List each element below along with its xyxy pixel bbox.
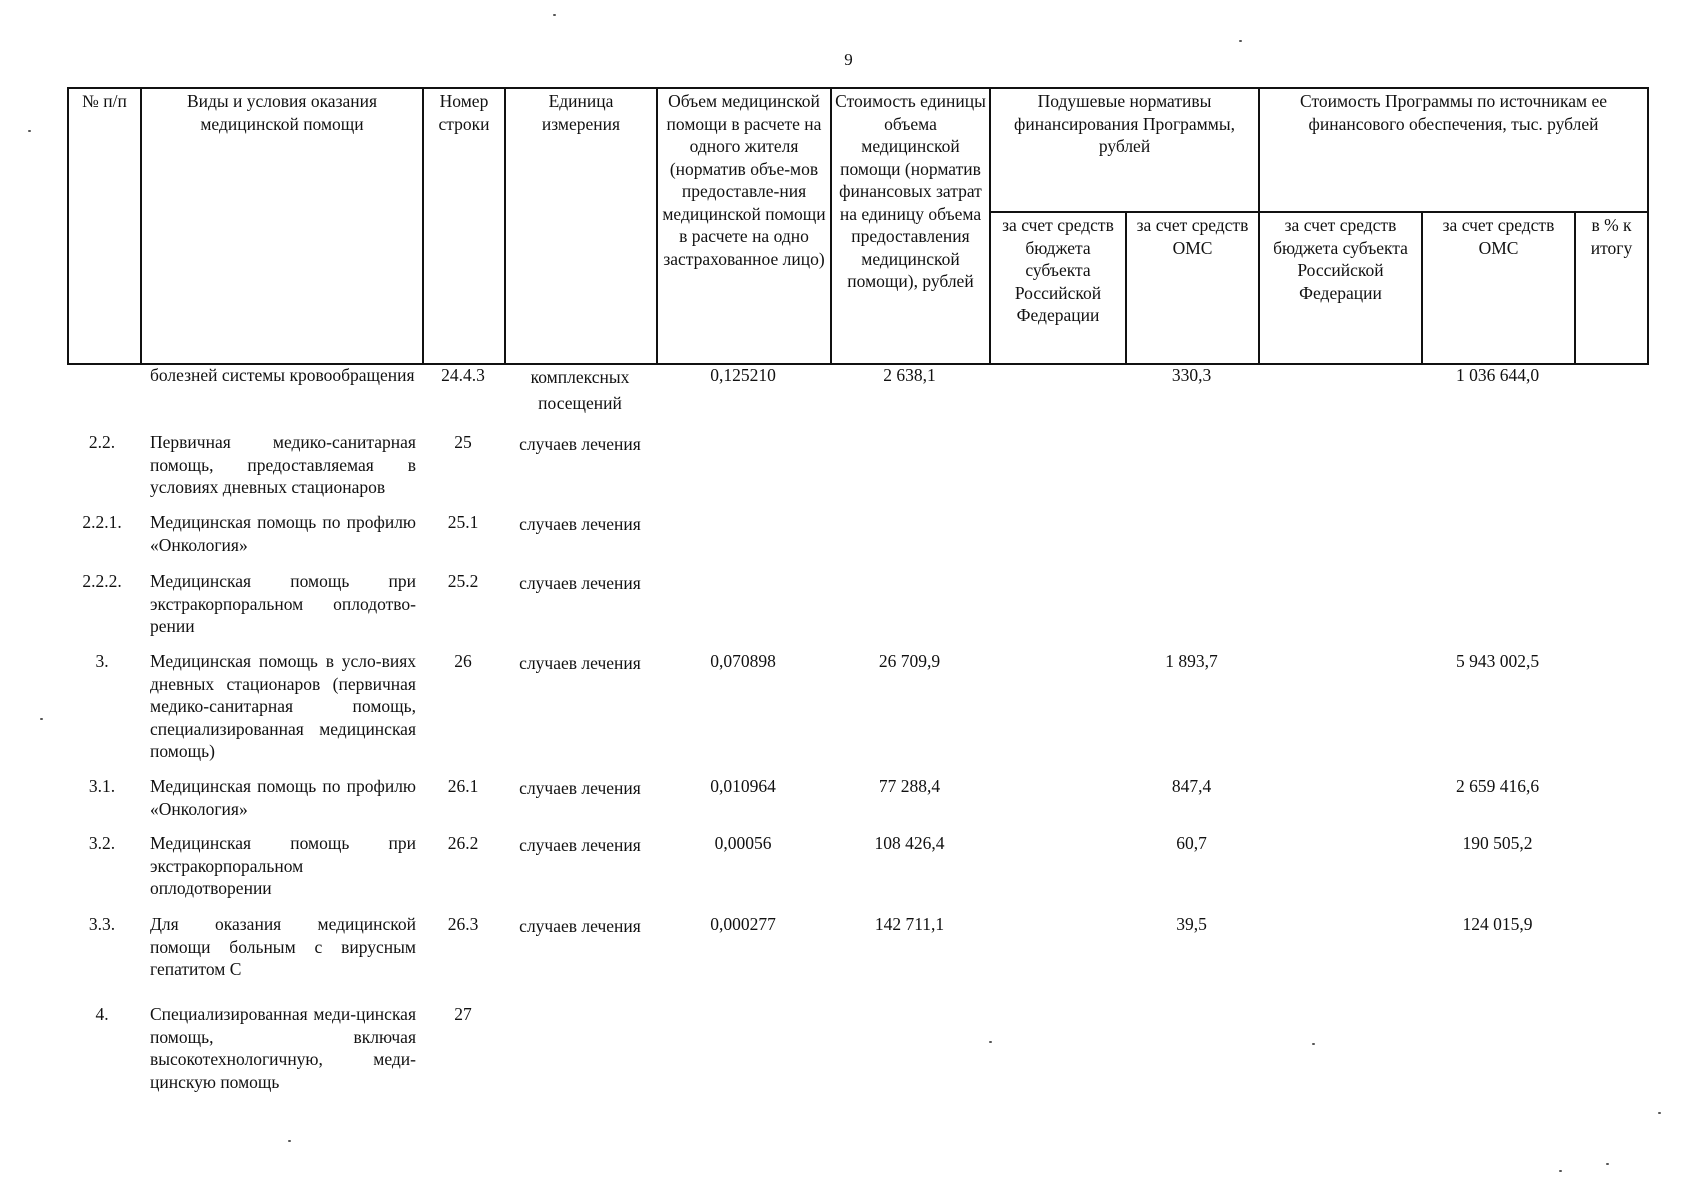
header-line: Номер строки bbox=[423, 88, 505, 364]
row-volume bbox=[656, 509, 830, 568]
row-num: 3.2. bbox=[88, 833, 116, 853]
row-name: болезней системы кровообращения bbox=[150, 365, 415, 385]
row-prog-oms bbox=[1421, 568, 1574, 648]
row-percent bbox=[1574, 568, 1647, 648]
row-cost: 77 288,4 bbox=[878, 776, 941, 796]
scan-speck bbox=[1312, 1043, 1315, 1045]
subheader-budget: за счет средств бюджета субъекта Российской Федерации bbox=[990, 212, 1126, 364]
row-percent bbox=[1574, 1001, 1647, 1101]
row-volume: 0,125210 bbox=[710, 365, 776, 385]
row-pc-oms: 330,3 bbox=[1171, 365, 1212, 385]
row-num: 4. bbox=[95, 1004, 109, 1024]
row-unit: случаев лечения bbox=[519, 916, 641, 936]
row-name: Медицинская помощь при экстракорпоральном оплодотво-рении bbox=[150, 571, 416, 636]
row-unit: случаев лечения bbox=[519, 653, 641, 673]
row-volume: 0,00056 bbox=[714, 833, 772, 853]
row-pc-budget bbox=[989, 568, 1125, 648]
row-name: Медицинская помощь при экстракорпоральном оплодотворении bbox=[150, 833, 416, 898]
row-prog-budget bbox=[1258, 429, 1421, 509]
scan-speck bbox=[1606, 1163, 1609, 1165]
row-percent bbox=[1574, 362, 1647, 429]
header-program-cost: Стоимость Программы по источникам ее финансового обеспечения, тыс. рублей bbox=[1259, 88, 1648, 212]
row-prog-oms bbox=[1421, 509, 1574, 568]
row-cost bbox=[830, 429, 989, 509]
row-percent bbox=[1574, 911, 1647, 1001]
row-num: 2.2.2. bbox=[82, 571, 122, 591]
subheader-oms-2: за счет средств ОМС bbox=[1422, 212, 1575, 364]
row-percent bbox=[1574, 509, 1647, 568]
row-percent bbox=[1574, 429, 1647, 509]
row-pc-budget bbox=[989, 362, 1125, 429]
row-unit bbox=[504, 1001, 656, 1101]
row-prog-budget bbox=[1258, 1001, 1421, 1101]
row-unit: случаев лечения bbox=[519, 835, 641, 855]
row-prog-budget bbox=[1258, 568, 1421, 648]
row-num: 2.2.1. bbox=[82, 512, 122, 532]
row-volume bbox=[656, 429, 830, 509]
subheader-percent: в % к итогу bbox=[1575, 212, 1648, 364]
row-pc-budget bbox=[989, 830, 1125, 911]
table-row bbox=[67, 648, 1647, 773]
row-name: Первичная медико-санитарная помощь, предоставляемая в условиях дневных стационаров bbox=[150, 432, 416, 497]
table-body bbox=[67, 362, 1647, 1101]
row-line: 26.1 bbox=[447, 776, 479, 796]
table-header bbox=[67, 87, 1649, 365]
scan-speck bbox=[28, 130, 31, 132]
row-pc-oms bbox=[1125, 1001, 1258, 1101]
table-row bbox=[67, 830, 1647, 911]
scan-speck bbox=[553, 14, 556, 16]
row-name: Медицинская помощь по профилю «Онкология» bbox=[150, 512, 416, 555]
row-line: 25 bbox=[454, 432, 472, 452]
row-unit: случаев лечения bbox=[519, 514, 641, 534]
scan-speck bbox=[1239, 40, 1242, 42]
row-cost: 2 638,1 bbox=[883, 365, 936, 385]
header-per-capita: Подушевые нормативы финансирования Программы, рублей bbox=[990, 88, 1259, 212]
row-pc-budget bbox=[989, 429, 1125, 509]
row-line: 26 bbox=[454, 651, 472, 671]
row-cost bbox=[830, 509, 989, 568]
table-row bbox=[67, 362, 1647, 429]
row-unit: случаев лечения bbox=[519, 778, 641, 798]
row-pc-oms bbox=[1125, 429, 1258, 509]
header-kind: Виды и условия оказания медицинской помощи bbox=[141, 88, 423, 364]
row-num: 3.3. bbox=[88, 914, 116, 934]
row-prog-budget bbox=[1258, 362, 1421, 429]
row-cost: 108 426,4 bbox=[874, 833, 945, 853]
scan-speck bbox=[989, 1041, 992, 1043]
subheader-budget-2: за счет средств бюджета субъекта Российской Федерации bbox=[1259, 212, 1422, 364]
row-prog-budget bbox=[1258, 911, 1421, 1001]
row-unit: случаев лечения bbox=[519, 434, 641, 454]
row-pc-oms bbox=[1125, 568, 1258, 648]
row-line: 27 bbox=[454, 1004, 472, 1024]
row-unit: случаев лечения bbox=[519, 573, 641, 593]
row-prog-budget bbox=[1258, 509, 1421, 568]
row-prog-budget bbox=[1258, 830, 1421, 911]
row-volume: 0,000277 bbox=[710, 914, 776, 934]
row-unit: комплексных посещений bbox=[530, 367, 630, 413]
row-pc-oms: 1 893,7 bbox=[1165, 651, 1218, 671]
row-prog-oms bbox=[1421, 429, 1574, 509]
row-volume bbox=[656, 568, 830, 648]
row-volume: 0,010964 bbox=[710, 776, 776, 796]
row-line: 25.1 bbox=[447, 512, 479, 532]
row-percent bbox=[1574, 830, 1647, 911]
row-line: 24.4.3 bbox=[441, 365, 485, 385]
row-prog-oms: 124 015,9 bbox=[1462, 914, 1533, 934]
row-name: Для оказания медицинской помощи больным с вирусным гепатитом С bbox=[150, 914, 416, 979]
row-percent bbox=[1574, 648, 1647, 773]
row-pc-budget bbox=[989, 911, 1125, 1001]
row-num bbox=[67, 362, 140, 429]
page-number: 9 bbox=[844, 50, 853, 69]
table-row bbox=[67, 1001, 1647, 1101]
table-row bbox=[67, 429, 1647, 509]
row-prog-budget bbox=[1258, 773, 1421, 830]
scan-speck bbox=[288, 1140, 291, 1142]
row-num: 3. bbox=[95, 651, 109, 671]
header-num: № п/п bbox=[68, 88, 141, 364]
scan-speck bbox=[1658, 1112, 1661, 1114]
row-pc-oms: 39,5 bbox=[1176, 914, 1207, 934]
row-cost bbox=[830, 1001, 989, 1101]
row-cost bbox=[830, 568, 989, 648]
row-prog-oms bbox=[1421, 1001, 1574, 1101]
row-pc-oms: 847,4 bbox=[1171, 776, 1212, 796]
row-prog-oms: 190 505,2 bbox=[1462, 833, 1533, 853]
row-line: 26.2 bbox=[447, 833, 479, 853]
row-cost: 142 711,1 bbox=[874, 914, 945, 934]
row-volume bbox=[656, 1001, 830, 1101]
header-unit: Единица измерения bbox=[505, 88, 657, 364]
row-prog-oms: 1 036 644,0 bbox=[1455, 365, 1540, 385]
scan-speck bbox=[40, 718, 43, 720]
table-row bbox=[67, 911, 1647, 1001]
row-num: 2.2. bbox=[88, 432, 116, 452]
row-percent bbox=[1574, 773, 1647, 830]
row-name: Медицинская помощь по профилю «Онкология» bbox=[150, 776, 416, 819]
row-pc-budget bbox=[989, 509, 1125, 568]
row-prog-oms: 2 659 416,6 bbox=[1455, 776, 1540, 796]
row-name: Специализированная меди-цинская помощь, включая высокотехнологичную, меди-цинскую помощь bbox=[150, 1004, 416, 1092]
header-volume: Объем медицинской помощи в расчете на одного жителя (норматив объе-мов предоставле-ния медицинской помощи в расчете на одно застрахованное лицо) bbox=[657, 88, 831, 364]
header-cost: Стоимость единицы объема медицинской помощи (норматив финансовых затрат на единицу объема предоставления медицинской помощи), рублей bbox=[831, 88, 990, 364]
table-row bbox=[67, 773, 1647, 830]
row-cost: 26 709,9 bbox=[878, 651, 941, 671]
row-pc-budget bbox=[989, 1001, 1125, 1101]
row-line: 26.3 bbox=[447, 914, 479, 934]
row-num: 3.1. bbox=[88, 776, 116, 796]
row-prog-budget bbox=[1258, 648, 1421, 773]
row-volume: 0,070898 bbox=[710, 651, 776, 671]
row-name: Медицинская помощь в усло-виях дневных стационаров (первичная медико-санитарная помощь, специализированная медицинская помощь) bbox=[150, 651, 416, 761]
scan-speck bbox=[1559, 1170, 1562, 1172]
row-pc-budget bbox=[989, 648, 1125, 773]
row-line: 25.2 bbox=[447, 571, 479, 591]
subheader-oms: за счет средств ОМС bbox=[1126, 212, 1259, 364]
row-pc-budget bbox=[989, 773, 1125, 830]
row-pc-oms bbox=[1125, 509, 1258, 568]
row-pc-oms: 60,7 bbox=[1176, 833, 1207, 853]
table-row bbox=[67, 568, 1647, 648]
table-row bbox=[67, 509, 1647, 568]
row-prog-oms: 5 943 002,5 bbox=[1455, 651, 1540, 671]
